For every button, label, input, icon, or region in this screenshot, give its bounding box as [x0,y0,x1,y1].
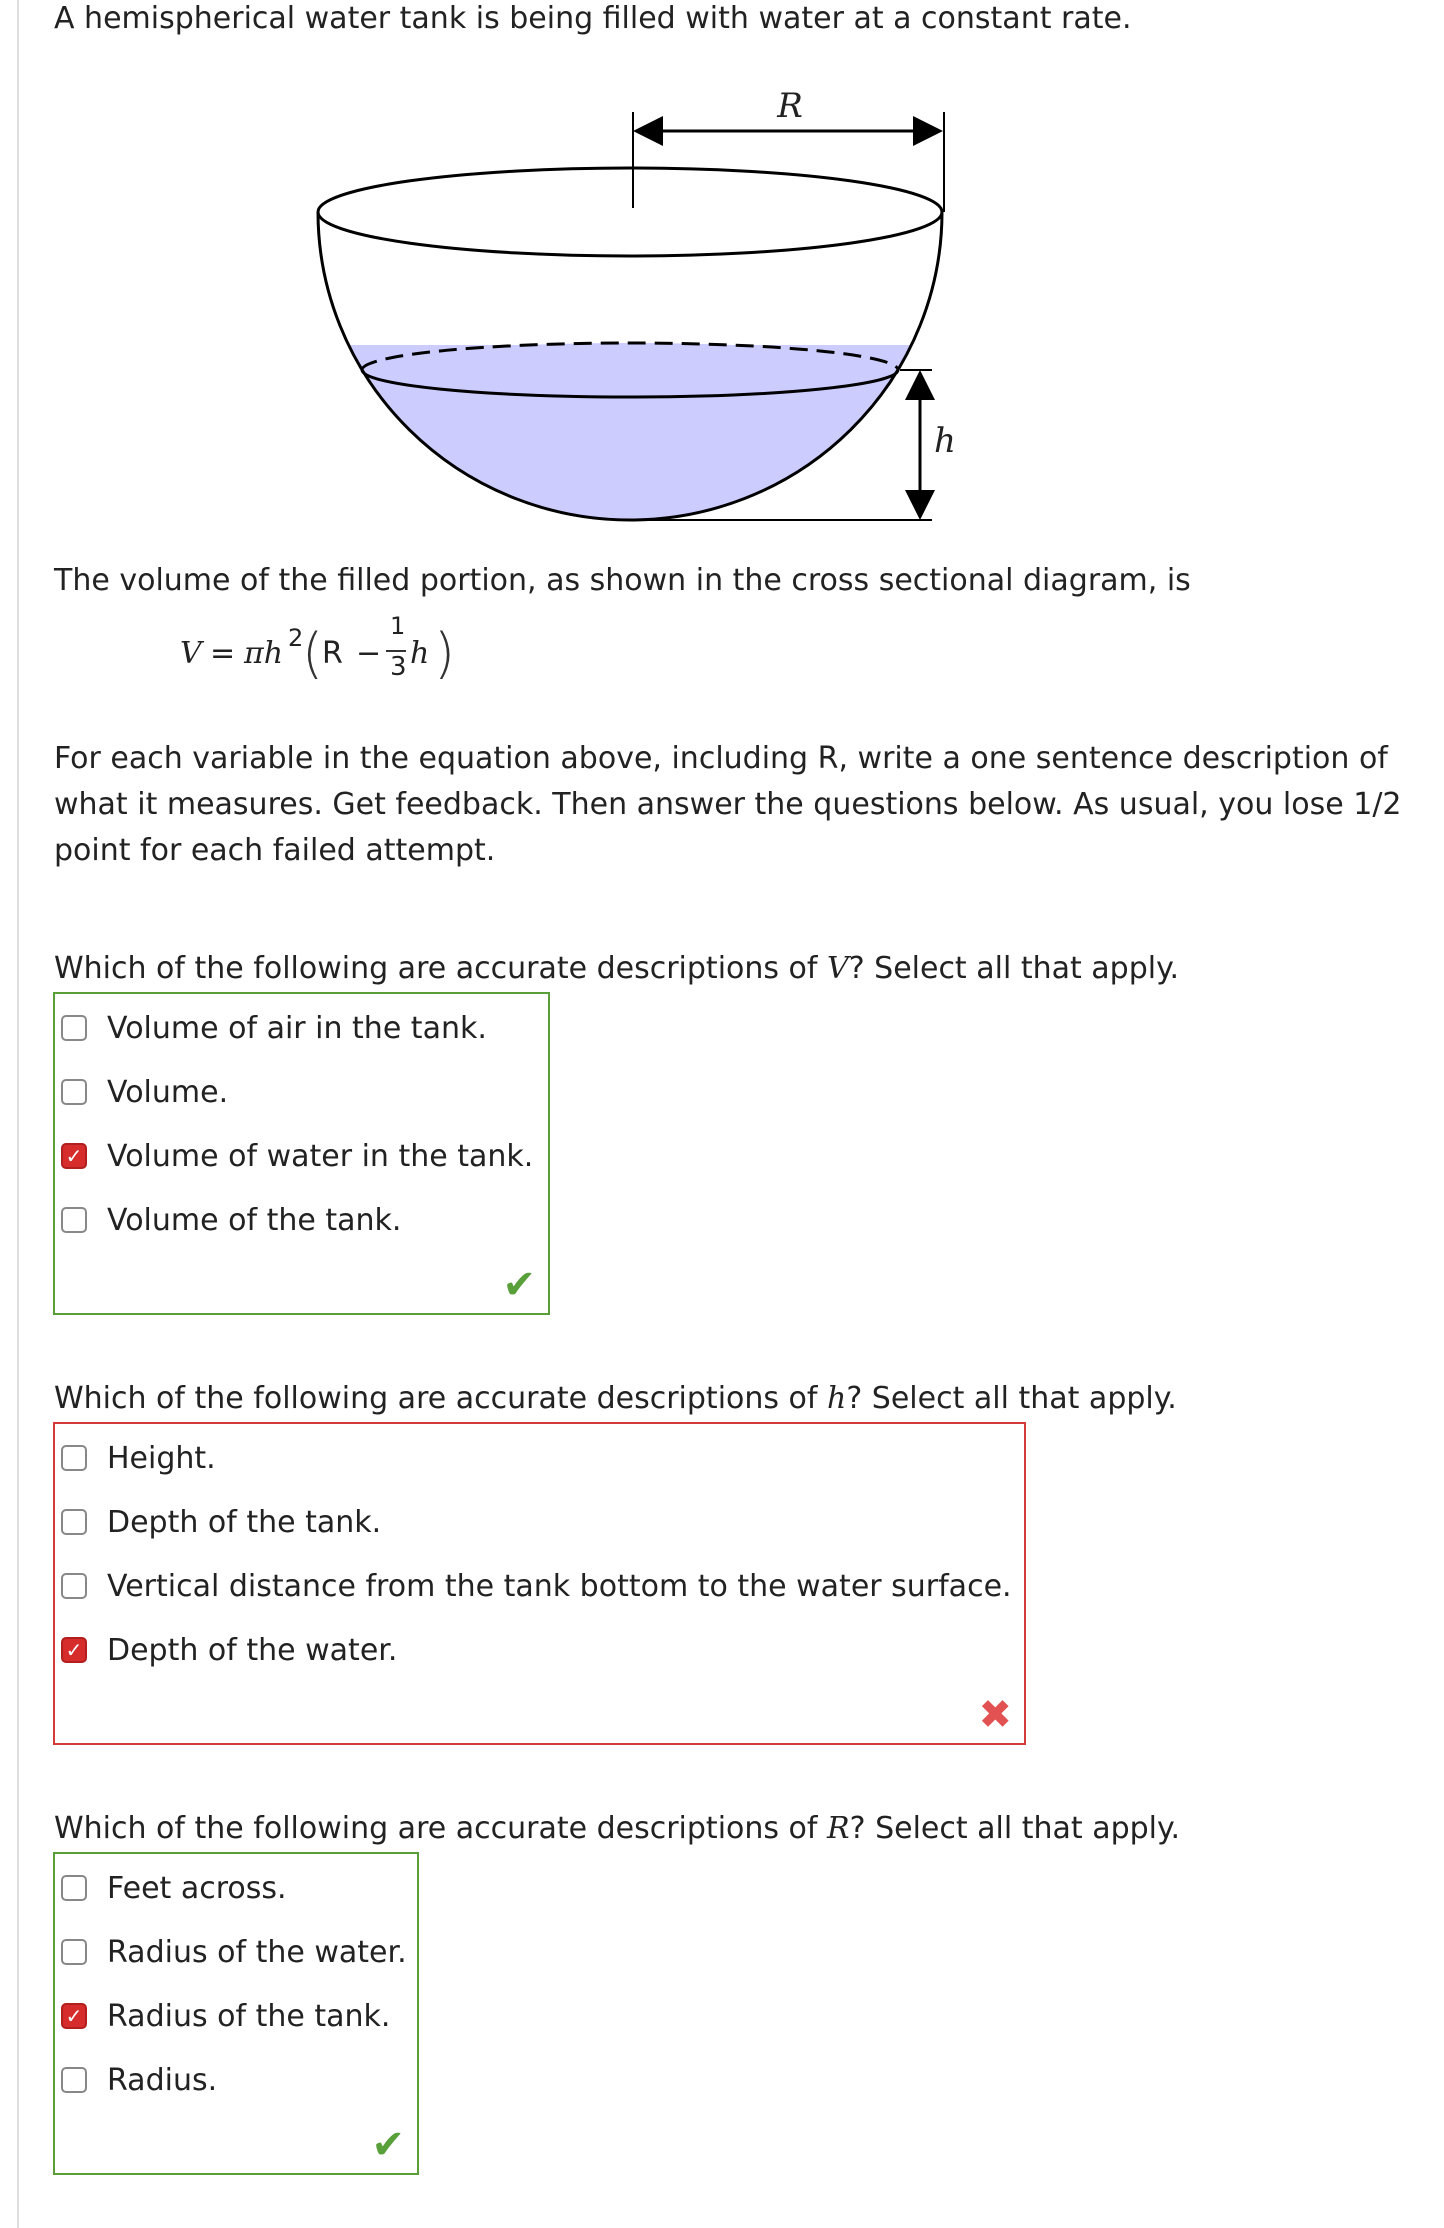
option-label: Volume of air in the tank. [107,1010,487,1046]
question-r-answer-box [53,1852,419,2175]
question-v-prompt-pre: Which of the following are accurate descriptions of [54,951,828,986]
question-v-answer-box [53,992,550,1315]
formula-open-paren: ( [302,622,324,685]
formula-equals: = [210,636,236,671]
formula-v: V [180,636,202,671]
option-r-4[interactable] [61,2060,217,2100]
h-label: h [934,421,956,461]
formula-h: h [410,636,430,671]
checkbox[interactable] [61,1015,87,1041]
instructions-line-1: For each variable in the equation above, including R, write a one sentence description of [54,741,1388,776]
incorrect-x-icon: ✖ [978,1692,1012,1738]
option-label: Volume of water in the tank. [107,1138,534,1174]
checkbox-checked[interactable]: ✓ [61,1143,87,1169]
question-v-prompt [54,946,1179,992]
option-label: Feet across. [107,1870,287,1906]
problem-intro: A hemispherical water tank is being filled with water at a constant rate. [54,1,1132,36]
instructions-line-2: what it measures. Get feedback. Then answer the questions below. As usual, you lose 1/2 [54,787,1402,822]
option-label: Vertical distance from the tank bottom to the water surface. [107,1568,1012,1604]
option-h-2[interactable] [61,1502,381,1542]
question-h-prompt-post: ? Select all that apply. [846,1381,1177,1416]
checkbox[interactable] [61,1509,87,1535]
formula-exponent: 2 [288,624,304,652]
instructions-line-3: point for each failed attempt. [54,833,496,868]
question-v-variable: V [827,951,849,986]
option-label: Radius. [107,2062,218,2098]
option-v-4[interactable] [61,1200,401,1240]
option-h-3[interactable] [61,1566,1012,1606]
checkbox[interactable] [61,1079,87,1105]
checkbox[interactable] [61,2067,87,2093]
option-r-3[interactable] [61,1996,390,2036]
question-v-prompt-post: ? Select all that apply. [848,951,1180,986]
option-label: Radius of the water. [107,1934,407,1970]
option-v-3[interactable] [61,1136,533,1176]
option-label: Height. [107,1440,216,1476]
question-h-answer-box [53,1422,1026,1745]
question-r-prompt [54,1806,1180,1852]
correct-check-icon: ✔ [502,1262,536,1308]
option-r-2[interactable] [61,1932,407,1972]
question-r-variable: R [827,1811,850,1846]
option-h-4[interactable] [61,1630,397,1670]
r-label: R [777,86,803,126]
formula-close-paren: ) [434,622,456,685]
correct-check-icon: ✔ [371,2122,405,2168]
option-v-2[interactable] [61,1072,228,1112]
formula-r: R [322,636,343,671]
option-label: Volume of the tank. [107,1202,402,1238]
checkbox[interactable] [61,1875,87,1901]
option-v-1[interactable] [61,1008,487,1048]
checkbox-checked[interactable]: ✓ [61,1637,87,1663]
question-h-prompt-pre: Which of the following are accurate descriptions of [54,1381,828,1416]
checkbox[interactable] [61,1207,87,1233]
question-h-variable: h [827,1381,847,1416]
volume-sentence: The volume of the filled portion, as shown in the cross sectional diagram, is [54,563,1191,598]
option-label: Depth of the tank. [107,1504,382,1540]
formula-numerator: 1 [390,612,406,640]
option-label: Volume. [107,1074,229,1110]
option-h-1[interactable] [61,1438,216,1478]
formula-denominator: 3 [390,652,407,682]
option-label: Radius of the tank. [107,1998,391,2034]
checkbox[interactable] [61,1445,87,1471]
formula-pi-h: πh [244,636,284,671]
checkbox-checked[interactable]: ✓ [61,2003,87,2029]
question-r-prompt-post: ? Select all that apply. [849,1811,1181,1846]
tank-rim [318,168,942,256]
option-label: Depth of the water. [107,1632,398,1668]
question-h-prompt [54,1376,1177,1422]
checkbox[interactable] [61,1939,87,1965]
question-r-prompt-pre: Which of the following are accurate descriptions of [54,1811,828,1846]
tank-diagram [0,0,1444,540]
formula-minus: − [356,636,382,671]
checkbox[interactable] [61,1573,87,1599]
option-r-1[interactable] [61,1868,287,1908]
